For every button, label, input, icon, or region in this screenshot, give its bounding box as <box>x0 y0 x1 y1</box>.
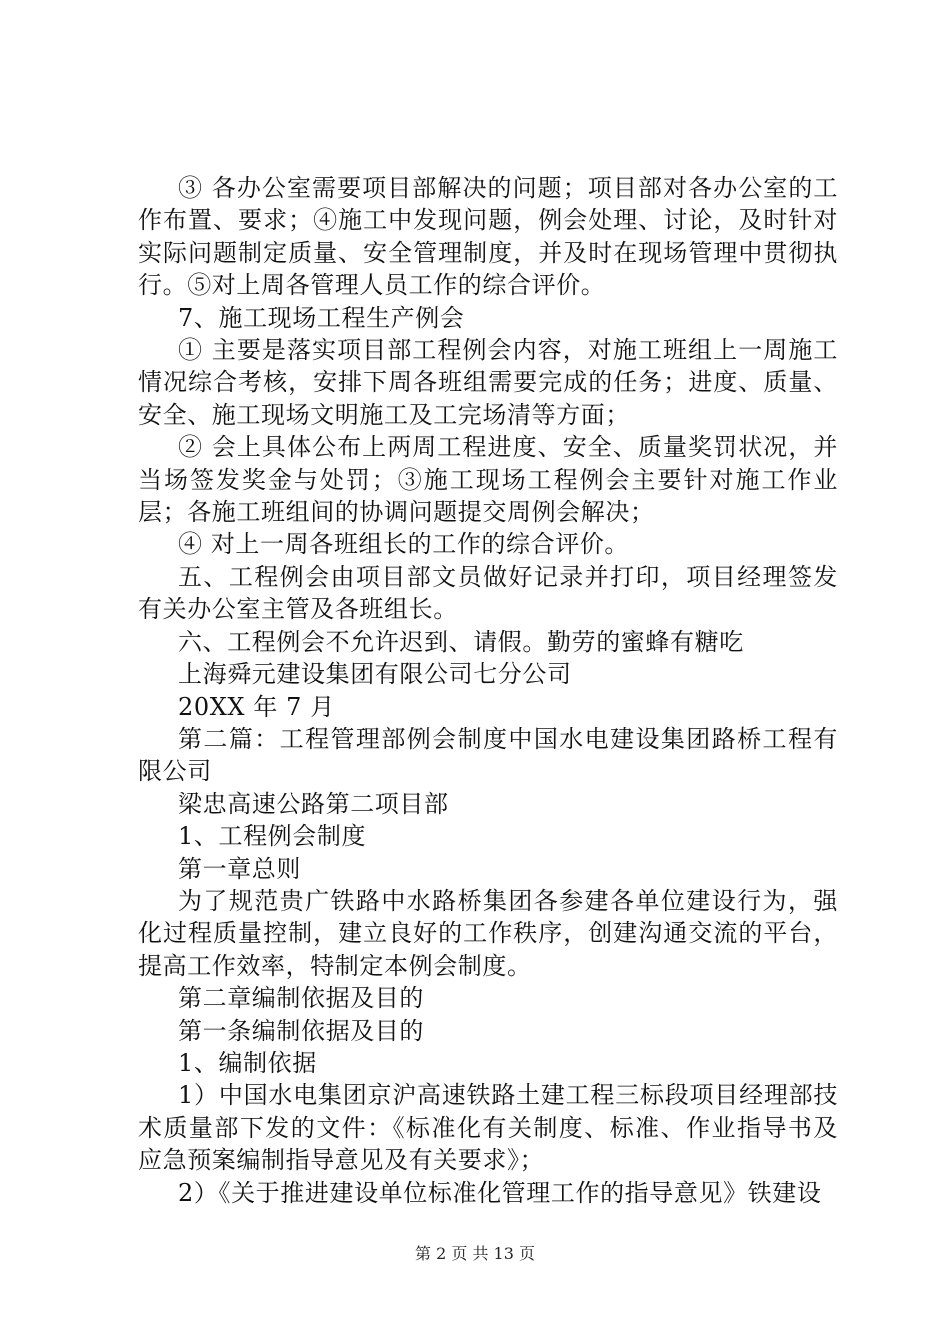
document-body <box>138 172 838 1209</box>
paragraph: ③ 各办公室需要项目部解决的问题；项目部对各办公室的工作布置、要求；④施工中发现问题，例会处理、讨论，及时针对实际问题制定质量、安全管理制度，并及时在现场管理中贯彻执行。⑤对上周各管理人员工作的综合评价。 <box>138 174 838 300</box>
paragraph: 第一章总则 <box>178 854 301 883</box>
paragraph: 第一条编制依据及目的 <box>178 1016 424 1045</box>
paragraph: 为了规范贵广铁路中水路桥集团各参建各单位建设行为，强化过程质量控制，建立良好的工作秩序，创建沟通交流的平台，提高工作效率，特制定本例会制度。 <box>138 886 838 980</box>
paragraph: 六、工程例会不允许迟到、请假。勤劳的蜜蜂有糖吃 <box>178 627 744 656</box>
paragraph: 1、编制依据 <box>178 1048 317 1077</box>
paragraph: 7、施工现场工程生产例会 <box>178 303 465 332</box>
paragraph: ④ 对上一周各班组长的工作的综合评价。 <box>178 530 630 559</box>
page-number-label: 第 2 页 共 13 页 <box>415 1244 535 1263</box>
paragraph: 20XX 年 7 月 <box>178 692 335 721</box>
paragraph: 1）中国水电集团京沪高速铁路土建工程三标段项目经理部技术质量部下发的文件：《标准化有关制度、标准、作业指导书及应急预案编制指导意见及有关要求》； <box>138 1081 838 1175</box>
paragraph: ② 会上具体公布上两周工程进度、安全、质量奖罚状况，并当场签发奖金与处罚；③施工现场工程例会主要针对施工作业层；各施工班组间的协调问题提交周例会解决； <box>138 433 838 527</box>
paragraph: 第二章编制依据及目的 <box>178 984 424 1013</box>
page-footer <box>0 1244 950 1264</box>
paragraph: 第二篇：工程管理部例会制度中国水电建设集团路桥工程有限公司 <box>138 724 838 786</box>
paragraph: 1、工程例会制度 <box>178 822 367 851</box>
paragraph: ① 主要是落实项目部工程例会内容，对施工班组上一周施工情况综合考核，安排下周各班组需要完成的任务；进度、质量、安全、施工现场文明施工及工完场清等方面； <box>138 336 838 429</box>
paragraph: 梁忠高速公路第二项目部 <box>178 789 449 818</box>
paragraph: 五、工程例会由项目部文员做好记录并打印，项目经理签发有关办公室主管及各班组长。 <box>138 562 838 624</box>
paragraph: 上海舜元建设集团有限公司七分公司 <box>178 660 572 689</box>
paragraph: 2）《关于推进建设单位标准化管理工作的指导意见》铁建设 <box>178 1178 822 1207</box>
